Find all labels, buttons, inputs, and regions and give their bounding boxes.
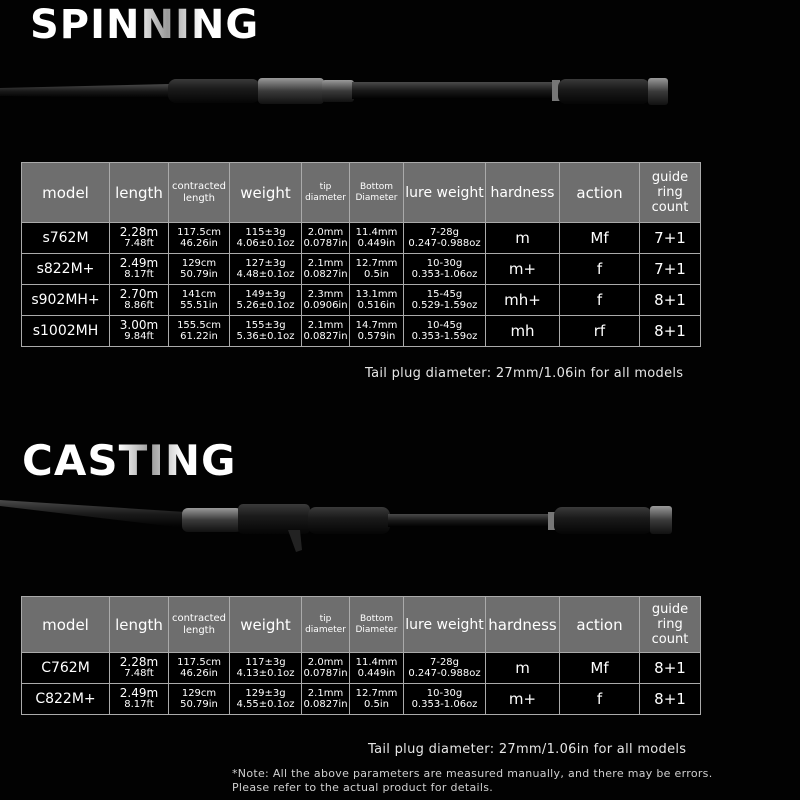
cell-contracted: 117.5cm 46.26in — [169, 223, 230, 254]
cell-weight: 149±3g 5.26±0.1oz — [230, 285, 302, 316]
header-tip-diameter: tip diameter — [302, 597, 350, 653]
cell-guide: 8+1 — [640, 684, 701, 715]
header-guide-ring-count: guide ring count — [640, 163, 701, 223]
header-weight: weight — [230, 163, 302, 223]
casting-rod-image — [0, 490, 800, 560]
table-row — [22, 684, 701, 715]
cell-bottom: 11.4mm 0.449in — [350, 653, 404, 684]
cell-guide: 8+1 — [640, 316, 701, 347]
cell-weight: 129±3g 4.55±0.1oz — [230, 684, 302, 715]
casting-title: CASTING — [22, 436, 237, 485]
cell-action: f — [560, 684, 640, 715]
cell-weight: 115±3g 4.06±0.1oz — [230, 223, 302, 254]
cell-hardness: m — [486, 223, 560, 254]
casting-tail-note: Tail plug diameter: 27mm/1.06in for all models — [368, 742, 687, 757]
table-row — [22, 254, 701, 285]
cell-tip: 2.1mm 0.0827in — [302, 254, 350, 285]
cell-model: C762M — [22, 653, 110, 684]
footer-note-line-2: Please refer to the actual product for details. — [232, 781, 494, 794]
cell-tip: 2.1mm 0.0827in — [302, 684, 350, 715]
cell-action: Mf — [560, 223, 640, 254]
cell-contracted: 129cm 50.79in — [169, 254, 230, 285]
table-header-row — [22, 597, 701, 653]
table-row — [22, 316, 701, 347]
cell-action: f — [560, 285, 640, 316]
header-lure-weight: lure weight — [404, 163, 486, 223]
cell-tip: 2.0mm 0.0787in — [302, 653, 350, 684]
cell-length: 2.70m 8.86ft — [110, 285, 169, 316]
cell-bottom: 12.7mm 0.5in — [350, 254, 404, 285]
header-lure-weight: lure weight — [404, 597, 486, 653]
cell-bottom: 13.1mm 0.516in — [350, 285, 404, 316]
header-length: length — [110, 597, 169, 653]
cell-contracted: 129cm 50.79in — [169, 684, 230, 715]
casting-spec-table — [21, 596, 701, 715]
spinning-spec-table — [21, 162, 701, 347]
cell-length: 2.28m 7.48ft — [110, 223, 169, 254]
cell-lure: 7-28g 0.247-0.988oz — [404, 223, 486, 254]
cell-tip: 2.1mm 0.0827in — [302, 316, 350, 347]
header-action: action — [560, 597, 640, 653]
cell-bottom: 14.7mm 0.579in — [350, 316, 404, 347]
cell-tip: 2.3mm 0.0906in — [302, 285, 350, 316]
cell-contracted: 141cm 55.51in — [169, 285, 230, 316]
cell-hardness: m+ — [486, 254, 560, 285]
cell-tip: 2.0mm 0.0787in — [302, 223, 350, 254]
cell-action: f — [560, 254, 640, 285]
cell-action: rf — [560, 316, 640, 347]
cell-hardness: m+ — [486, 684, 560, 715]
header-contracted-length: contracted length — [169, 163, 230, 223]
header-action: action — [560, 163, 640, 223]
header-guide-ring-count: guide ring count — [640, 597, 701, 653]
header-hardness: hardness — [486, 597, 560, 653]
header-contracted-length: contracted length — [169, 597, 230, 653]
header-tip-diameter: tip diameter — [302, 163, 350, 223]
table-row — [22, 653, 701, 684]
spinning-rod-image — [0, 62, 800, 122]
cell-lure: 15-45g 0.529-1.59oz — [404, 285, 486, 316]
cell-model: s1002MH — [22, 316, 110, 347]
cell-bottom: 11.4mm 0.449in — [350, 223, 404, 254]
header-weight: weight — [230, 597, 302, 653]
header-bottom-diameter: Bottom Diameter — [350, 163, 404, 223]
cell-guide: 8+1 — [640, 285, 701, 316]
cell-model: C822M+ — [22, 684, 110, 715]
table-row — [22, 285, 701, 316]
cell-length: 3.00m 9.84ft — [110, 316, 169, 347]
cell-contracted: 155.5cm 61.22in — [169, 316, 230, 347]
cell-model: s902MH+ — [22, 285, 110, 316]
table-row — [22, 223, 701, 254]
header-hardness: hardness — [486, 163, 560, 223]
spinning-tail-note: Tail plug diameter: 27mm/1.06in for all models — [365, 366, 684, 381]
footer-note-line-1: *Note: All the above parameters are measured manually, and there may be errors. — [232, 767, 713, 780]
cell-lure: 10-45g 0.353-1.59oz — [404, 316, 486, 347]
cell-bottom: 12.7mm 0.5in — [350, 684, 404, 715]
cell-hardness: m — [486, 653, 560, 684]
cell-guide: 8+1 — [640, 653, 701, 684]
cell-weight: 127±3g 4.48±0.1oz — [230, 254, 302, 285]
cell-action: Mf — [560, 653, 640, 684]
cell-length: 2.49m 8.17ft — [110, 254, 169, 285]
cell-length: 2.28m 7.48ft — [110, 653, 169, 684]
header-bottom-diameter: Bottom Diameter — [350, 597, 404, 653]
header-model: model — [22, 597, 110, 653]
header-length: length — [110, 163, 169, 223]
cell-lure: 7-28g 0.247-0.988oz — [404, 653, 486, 684]
cell-weight: 117±3g 4.13±0.1oz — [230, 653, 302, 684]
cell-contracted: 117.5cm 46.26in — [169, 653, 230, 684]
table-header-row — [22, 163, 701, 223]
cell-guide: 7+1 — [640, 223, 701, 254]
cell-hardness: mh+ — [486, 285, 560, 316]
cell-guide: 7+1 — [640, 254, 701, 285]
cell-length: 2.49m 8.17ft — [110, 684, 169, 715]
cell-model: s762M — [22, 223, 110, 254]
header-model: model — [22, 163, 110, 223]
cell-hardness: mh — [486, 316, 560, 347]
cell-model: s822M+ — [22, 254, 110, 285]
cell-weight: 155±3g 5.36±0.1oz — [230, 316, 302, 347]
cell-lure: 10-30g 0.353-1.06oz — [404, 684, 486, 715]
spinning-title: SPINNING — [30, 2, 260, 48]
cell-lure: 10-30g 0.353-1.06oz — [404, 254, 486, 285]
